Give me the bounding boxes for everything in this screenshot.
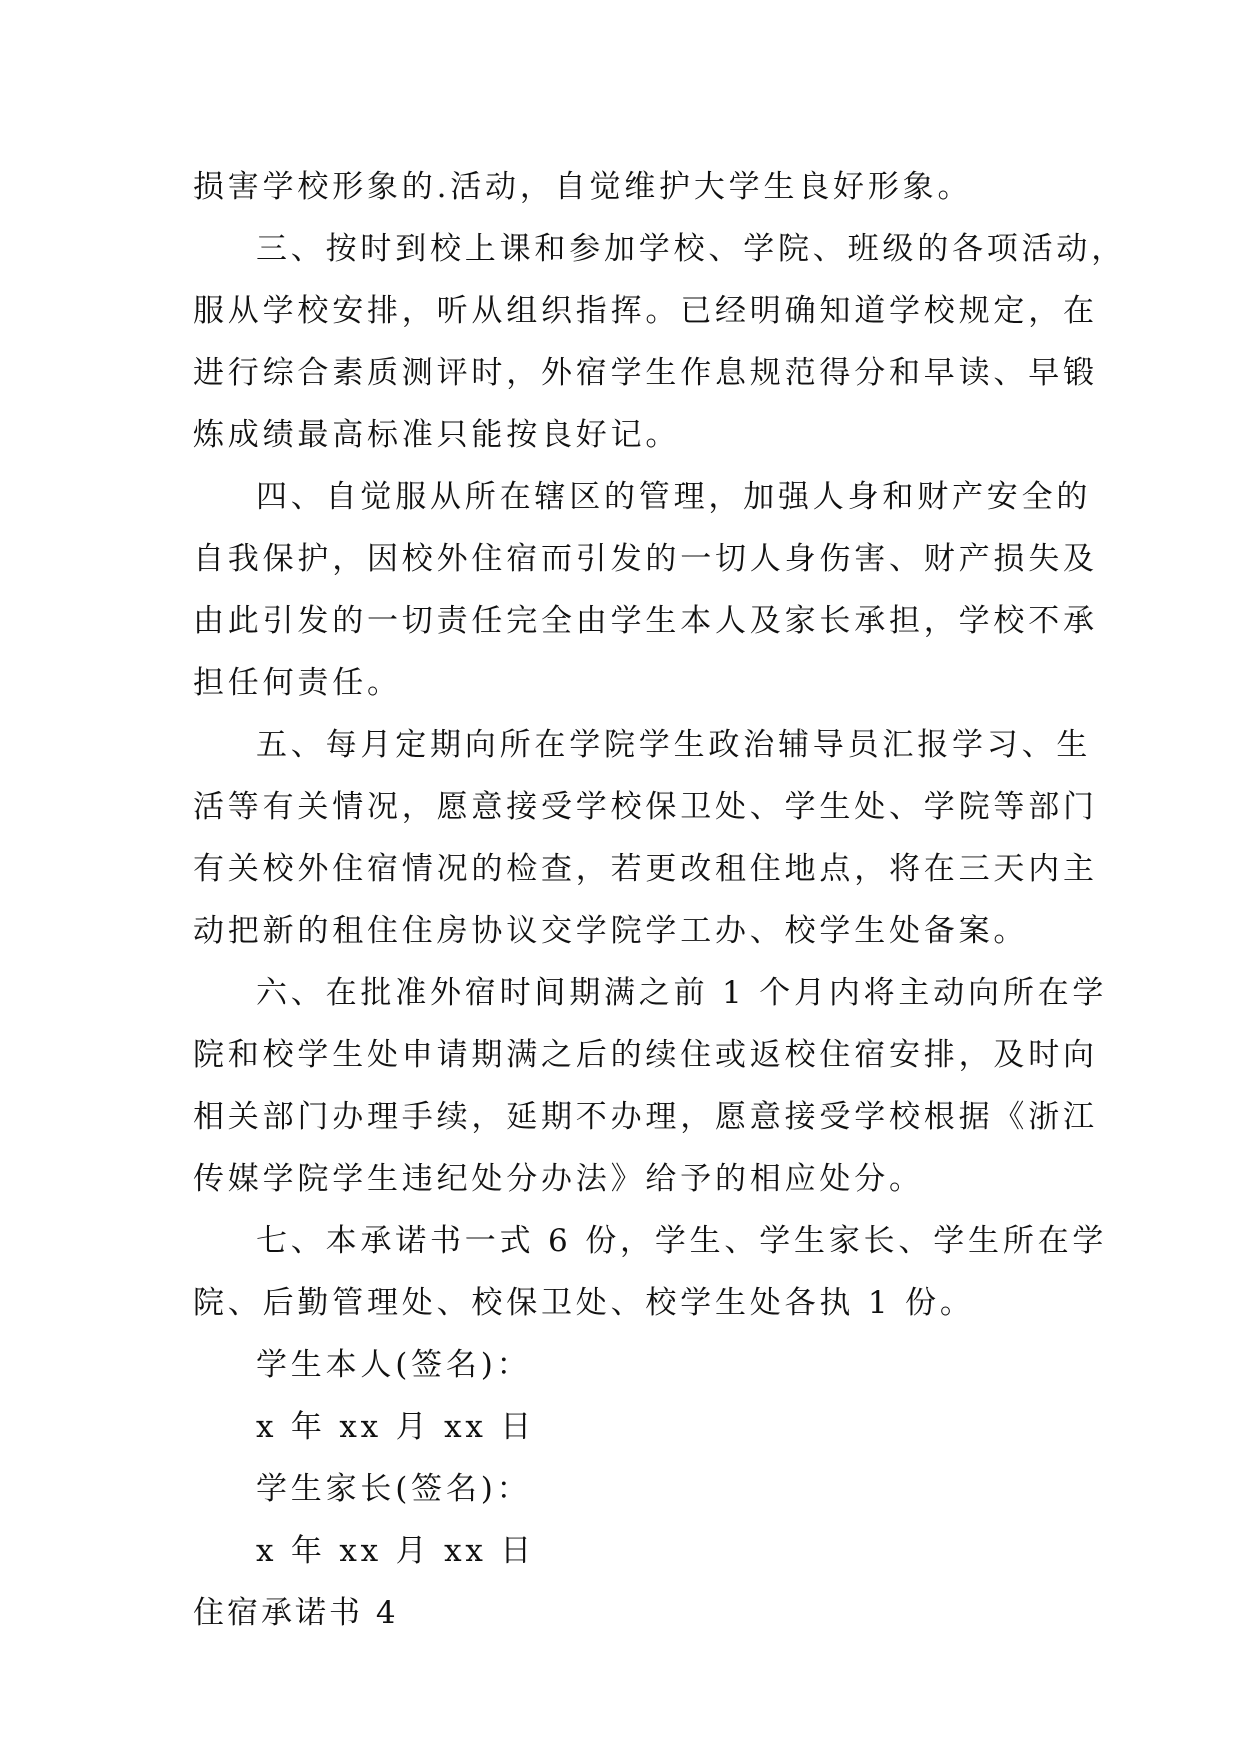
- paragraph-line: 三、按时到校上课和参加学校、学院、班级的各项活动，: [256, 231, 1126, 267]
- paragraph-line: 七、本承诺书一式 6 份，学生、学生家长、学生所在学: [256, 1223, 1108, 1259]
- paragraph-line: 损害学校形象的.活动，自觉维护大学生良好形象。: [193, 169, 973, 205]
- paragraph-line: 有关校外住宿情况的检查，若更改租住地点，将在三天内主: [193, 851, 1098, 887]
- paragraph-line: 院和校学生处申请期满之后的续住或返校住宿安排，及时向: [193, 1037, 1098, 1073]
- document-body: [193, 156, 1126, 1644]
- section-heading: 住宿承诺书 4: [193, 1595, 399, 1631]
- paragraph-line: 相关部门办理手续，延期不办理，愿意接受学校根据《浙江: [193, 1099, 1098, 1135]
- paragraph-line: 六、在批准外宿时间期满之前 1 个月内将主动向所在学: [256, 975, 1108, 1011]
- paragraph-line: 担任何责任。: [193, 665, 402, 701]
- paragraph-line: 动把新的租住住房协议交学院学工办、校学生处备案。: [193, 913, 1029, 949]
- paragraph-line: 活等有关情况，愿意接受学校保卫处、学生处、学院等部门: [193, 789, 1098, 825]
- student-signature-date: x 年 xx 月 xx 日: [256, 1409, 536, 1445]
- paragraph-line: 由此引发的一切责任完全由学生本人及家长承担，学校不承: [193, 603, 1098, 639]
- paragraph-line: 进行综合素质测评时，外宿学生作息规范得分和早读、早锻: [193, 355, 1098, 391]
- paragraph-line: 院、后勤管理处、校保卫处、校学生处各执 1 份。: [193, 1285, 975, 1321]
- student-signature-label: 学生本人(签名)：: [256, 1347, 532, 1383]
- paragraph-line: 炼成绩最高标准只能按良好记。: [193, 417, 681, 453]
- paragraph-line: 五、每月定期向所在学院学生政治辅导员汇报学习、生: [256, 727, 1092, 763]
- parent-signature-date: x 年 xx 月 xx 日: [256, 1533, 536, 1569]
- parent-signature-label: 学生家长(签名)：: [256, 1471, 532, 1507]
- paragraph-line: 服从学校安排，听从组织指挥。已经明确知道学校规定，在: [193, 293, 1098, 329]
- paragraph-line: 传媒学院学生违纪处分办法》给予的相应处分。: [193, 1161, 924, 1197]
- paragraph-line: 自我保护，因校外住宿而引发的一切人身伤害、财产损失及: [193, 541, 1098, 577]
- paragraph-line: 四、自觉服从所在辖区的管理，加强人身和财产安全的: [256, 479, 1092, 515]
